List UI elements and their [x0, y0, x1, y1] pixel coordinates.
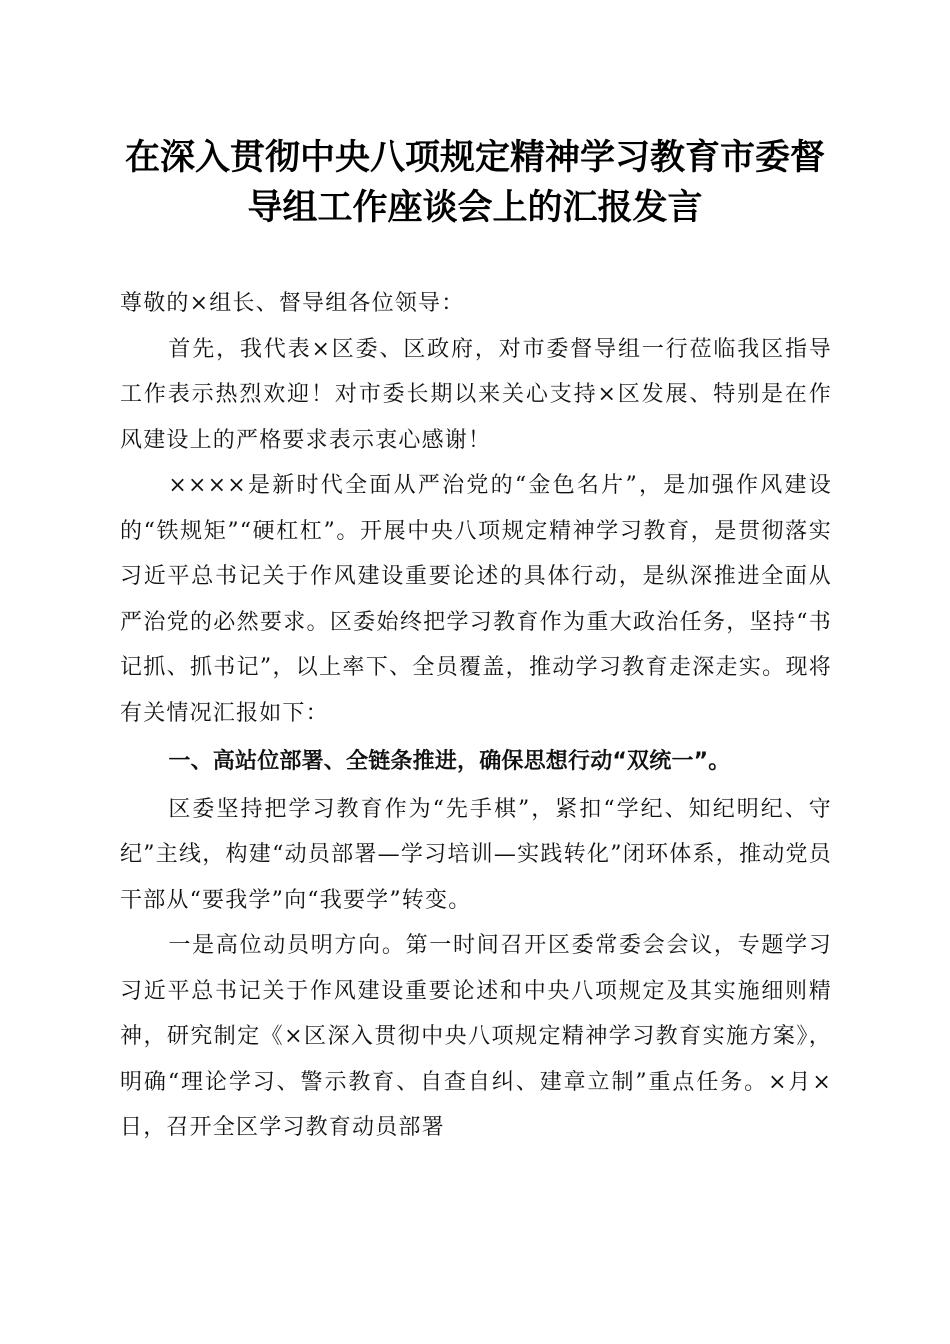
section-heading-1: 一、高站位部署、全链条推进，确保思想行动“双统一”。: [168, 749, 731, 774]
paragraph-welcome: 首先，我代表×区委、区政府，对市委督导组一行莅临我区指导工作表示热烈欢迎！对市委长期以来关心支持×区发展、特别是在作风建设上的严格要求表示衷心感谢！: [120, 336, 832, 453]
section-1-point-1: 一是高位动员明方向。第一时间召开区委常委会会议，专题学习习近平总书记关于作风建设重要论述和中央八项规定及其实施细则精神，研究制定《×区深入贯彻中央八项规定精神学习教育实施方案》，明确“理论学习、警示教育、自查自纠、建章立制”重点任务。×月×日，召开全区学习教育动员部署: [120, 933, 832, 1140]
document-title: [100, 133, 850, 233]
title-line-2: 导组工作座谈会上的汇报发言: [247, 187, 703, 228]
salutation: 尊敬的×组长、督导组各位领导：: [120, 291, 465, 316]
section-1-intro: 区委坚持把学习教育作为“先手棋”，紧扣“学纪、知纪明纪、守纪”主线，构建“动员部署—学习培训—实践转化”闭环体系，推动党员干部从“要我学”向“我要学”转变。: [120, 796, 832, 913]
title-line-1: 在深入贯彻中央八项规定精神学习教育市委督: [124, 137, 825, 178]
paragraph-background: ××××是新时代全面从严治党的“金色名片”，是加强作风建设的“铁规矩”“硬杠杠”。开展中央八项规定精神学习教育，是贯彻落实习近平总书记关于作风建设重要论述的具体行动，是纵深推进全面从严治党的必然要求。区委始终把学习教育作为重大政治任务，坚持“书记抓、抓书记”，以上率下、全员覆盖，推动学习教育走深走实。现将有关情况汇报如下：: [120, 473, 832, 726]
document-body: [120, 281, 832, 1151]
